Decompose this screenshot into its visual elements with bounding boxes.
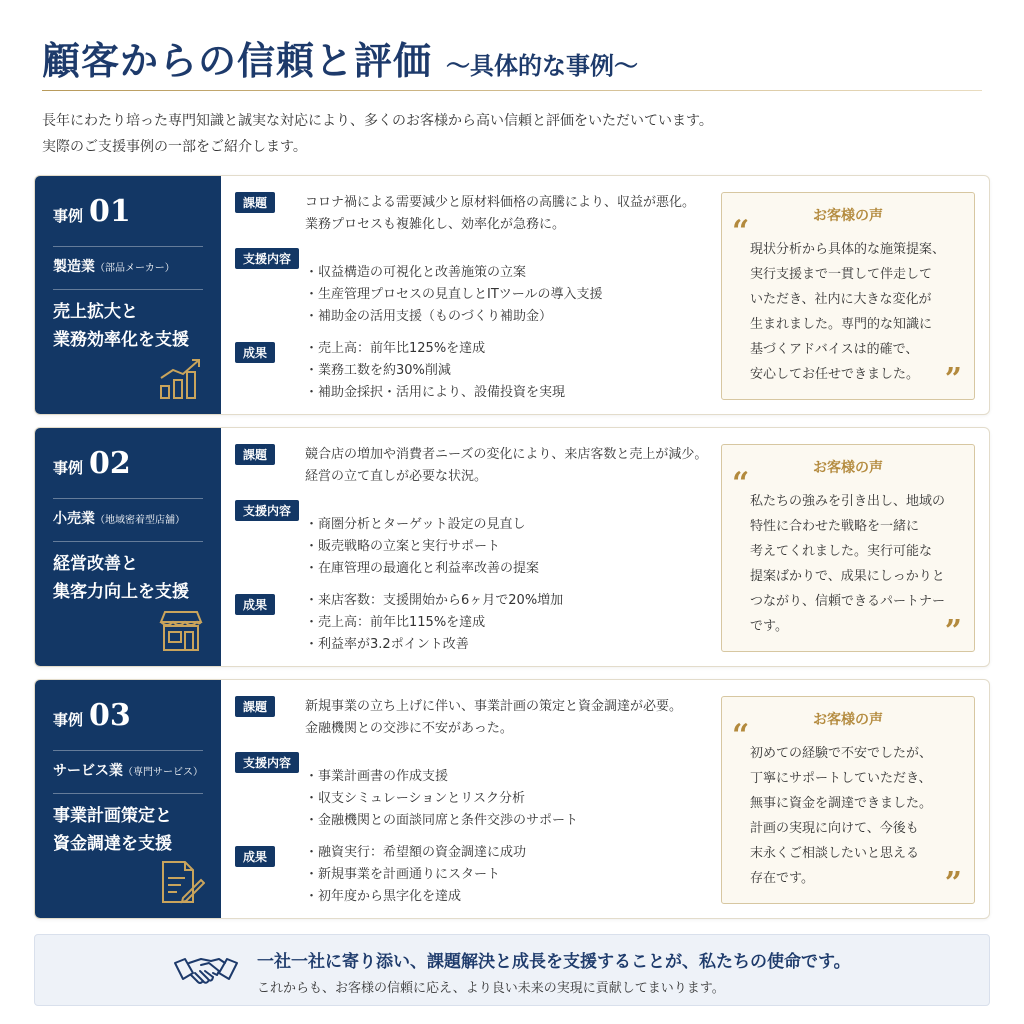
page-header (42, 30, 982, 85)
support-tag: 支援内容 (235, 752, 299, 773)
case-summary-panel (35, 176, 221, 414)
case-divider (53, 541, 203, 542)
voice-line: つながり、信頼できるパートナー (750, 594, 946, 609)
voice-line: 現状分析から具体的な施策提案、 (750, 242, 946, 257)
case-headline-line: 業務効率化を支援 (53, 330, 189, 350)
list-item: ・ 来店客数：支援開始から6ヶ月で20%増加 (305, 590, 725, 612)
issue-tag: 課題 (235, 192, 275, 213)
list-item: ・ 利益率が3.2ポイント改善 (305, 634, 725, 656)
list-item: ・ 融資実行：希望額の資金調達に成功 (305, 842, 725, 864)
case-detail (235, 692, 715, 912)
case-industry (53, 759, 203, 785)
voice-line: いただき、社内に大きな変化が (750, 292, 932, 307)
page-title-main: 顧客からの信頼と評価 (42, 38, 433, 83)
intro-line: 長年にわたり培った専門知識と誠実な対応により、多くのお客様から高い信頼と評価をいただいています。 (42, 113, 713, 129)
list-item: ・ 売上高：前年比125%を達成 (305, 338, 725, 360)
page-title (42, 30, 982, 85)
list-item: ・ 在庫管理の最適化と利益率改善の提案 (305, 558, 725, 580)
case-headline (53, 550, 203, 606)
case-industry-detail: （地域密着型店舗） (95, 515, 185, 526)
list-item: ・ 補助金採択・活用により、設備投資を実現 (305, 382, 725, 404)
case-headline-line: 集客力向上を支援 (53, 582, 189, 602)
case-industry-detail: （専門サービス） (123, 767, 203, 778)
case-number (53, 446, 203, 490)
case-divider (53, 289, 203, 290)
voice-line: 無事に資金を調達できました。 (750, 796, 933, 811)
list-item: ・ 補助金の活用支援（ものづくり補助金） (305, 306, 725, 328)
case-summary-panel (35, 680, 221, 918)
list-item: ・ 業務工数を約30%削減 (305, 360, 725, 382)
support-tag: 支援内容 (235, 248, 299, 269)
issue-tag: 課題 (235, 444, 275, 465)
support-list (305, 262, 725, 328)
list-item: ・ 初年度から黒字化を達成 (305, 886, 725, 908)
issue-text (305, 696, 725, 740)
voice-text (750, 489, 962, 639)
result-list (305, 842, 725, 908)
issue-line: コロナ禍による需要減少と原材料価格の高騰により、収益が悪化。 (305, 195, 696, 210)
storefront-icon (157, 606, 205, 654)
voice-line: 特性に合わせた戦略を一緒に (750, 519, 920, 534)
mission-banner (34, 934, 990, 1006)
issue-line: 経営の立て直しが必要な状況。 (305, 469, 488, 484)
voice-title: お客様の声 (813, 712, 883, 728)
voice-text (750, 741, 962, 891)
voice-title: お客様の声 (813, 208, 883, 224)
voice-line: です。 (750, 619, 788, 634)
support-tag: 支援内容 (235, 500, 299, 521)
case-industry-detail: （部品メーカー） (95, 263, 175, 274)
case-industry (53, 255, 203, 281)
case-divider (53, 750, 203, 751)
open-quote-icon: “ (732, 718, 750, 753)
list-item: ・ 商圏分析とターゲット設定の見直し (305, 514, 725, 536)
open-quote-icon: “ (732, 466, 750, 501)
list-item: ・ 金融機関との面談同席と条件交渉のサポート (305, 810, 725, 832)
support-list (305, 514, 725, 580)
case-number-value: 03 (89, 698, 131, 733)
issue-line: 金融機関との交渉に不安があった。 (305, 721, 513, 736)
list-item: ・ 販売戦略の立案と実行サポート (305, 536, 725, 558)
list-item: ・ 売上高：前年比115%を達成 (305, 612, 725, 634)
close-quote-icon: ” (944, 614, 962, 649)
case-industry-name: 製造業 (53, 259, 95, 275)
case-detail (235, 188, 715, 408)
issue-text (305, 192, 725, 236)
issue-line: 新規事業の立ち上げに伴い、事業計画の策定と資金調達が必要。 (305, 699, 683, 714)
page-title-sub: 〜具体的な事例〜 (446, 51, 639, 80)
issue-line: 競合店の増加や消費者ニーズの変化により、来店客数と売上が減少。 (305, 447, 708, 462)
case-industry (53, 507, 203, 533)
document-pen-icon (157, 858, 205, 906)
case-industry-name: 小売業 (53, 511, 95, 527)
case-number (53, 194, 203, 238)
open-quote-icon: “ (732, 214, 750, 249)
list-item: ・ 収益構造の可視化と改善施策の立案 (305, 262, 725, 284)
case-industry-name: サービス業 (53, 763, 123, 779)
mission-subtext: これからも、お客様の信頼に応え、より良い未来の実現に貢献してまいります。 (257, 981, 725, 996)
list-item: ・ 新規事業を計画通りにスタート (305, 864, 725, 886)
title-divider (42, 90, 982, 91)
mission-statement: 一社一社に寄り添い、課題解決と成長を支援することが、私たちの使命です。 (257, 952, 851, 972)
voice-line: 基づくアドバイスは的確で、 (750, 342, 919, 357)
support-list (305, 766, 725, 832)
intro-line: 実際のご支援事例の一部をご紹介します。 (42, 139, 307, 155)
case-headline-line: 資金調達を支援 (53, 834, 172, 854)
voice-line: 生まれました。専門的な知識に (750, 317, 933, 332)
close-quote-icon: ” (944, 362, 962, 397)
list-item: ・ 収支シミュレーションとリスク分析 (305, 788, 725, 810)
voice-line: 提案ばかりで、成果にしっかりと (750, 569, 945, 584)
case-number-label: 事例 (53, 459, 84, 477)
case-number-label: 事例 (53, 711, 84, 729)
case-number-label: 事例 (53, 207, 84, 225)
case-headline-line: 売上拡大と (53, 302, 138, 322)
result-list (305, 338, 725, 404)
case-divider (53, 246, 203, 247)
close-quote-icon: ” (944, 866, 962, 901)
voice-line: 初めての経験で不安でしたが、 (750, 746, 933, 761)
voice-line: 計画の実現に向けて、今後も (750, 821, 919, 836)
result-tag: 成果 (235, 342, 275, 363)
case-number-value: 02 (89, 446, 131, 481)
case-divider (53, 498, 203, 499)
case-headline (53, 802, 203, 858)
case-summary-panel (35, 428, 221, 666)
result-list (305, 590, 725, 656)
voice-line: 実行支援まで一貫して伴走して (750, 267, 933, 282)
case-number (53, 698, 203, 742)
case-detail (235, 440, 715, 660)
list-item: ・ 事業計画書の作成支援 (305, 766, 725, 788)
voice-line: 存在です。 (750, 871, 814, 886)
growth-chart-icon (157, 354, 205, 402)
customer-voice-box (721, 444, 975, 652)
issue-text (305, 444, 725, 488)
issue-line: 業務プロセスも複雑化し、効率化が急務に。 (305, 217, 566, 232)
case-number-value: 01 (89, 194, 131, 229)
voice-text (750, 237, 962, 387)
voice-line: 私たちの強みを引き出し、地域の (750, 494, 946, 509)
customer-voice-box (721, 696, 975, 904)
voice-line: 考えてくれました。実行可能な (750, 544, 933, 559)
case-headline-line: 事業計画策定と (53, 806, 172, 826)
case-headline-line: 経営改善と (53, 554, 138, 574)
issue-tag: 課題 (235, 696, 275, 717)
voice-line: 安心してお任せできました。 (750, 367, 920, 382)
voice-title: お客様の声 (813, 460, 883, 476)
intro-text (42, 108, 982, 160)
handshake-icon (173, 951, 239, 991)
case-card-02 (34, 427, 990, 667)
customer-voice-box (721, 192, 975, 400)
list-item: ・ 生産管理プロセスの見直しとITツールの導入支援 (305, 284, 725, 306)
voice-line: 末永くご相談したいと思える (750, 846, 920, 861)
voice-line: 丁寧にサポートしていただき、 (750, 771, 932, 786)
result-tag: 成果 (235, 846, 275, 867)
case-card-03 (34, 679, 990, 919)
case-headline (53, 298, 203, 354)
case-card-01 (34, 175, 990, 415)
result-tag: 成果 (235, 594, 275, 615)
case-divider (53, 793, 203, 794)
